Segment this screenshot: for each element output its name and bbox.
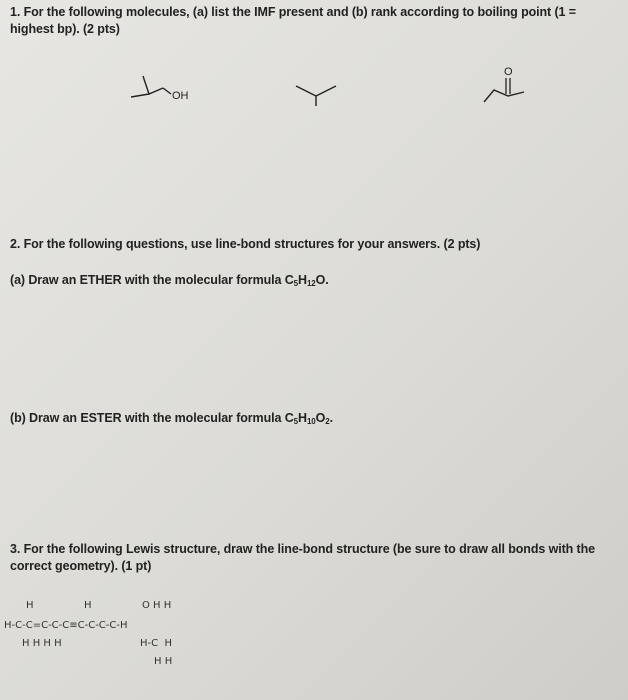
lewis-top-h-1: H (26, 600, 34, 611)
lewis-top-ohh: O H H (142, 600, 172, 611)
lewis-bottom-hh: H H (154, 656, 173, 667)
q2a-sub2: 12 (306, 279, 316, 288)
o-label: O (504, 66, 513, 78)
molecule-carbonyl (480, 64, 540, 106)
q2b-sub1: 5 (293, 417, 298, 426)
lewis-bottom-h: H H H H (22, 638, 62, 649)
oh-label: OH (172, 90, 189, 102)
lewis-main-chain: H-C-C=C-C-C≡C-C-C-C-H (4, 620, 128, 631)
q2a-mid1: H (298, 273, 307, 287)
question-1-text: 1. For the following molecules, (a) list the IMF present and (b) rank according to boiling point (1 = highest bp). (2 pts) (10, 5, 576, 36)
q2b-sub2: 10 (306, 417, 316, 426)
q2a-sub1: 5 (293, 279, 298, 288)
molecule-isobutane (296, 82, 356, 107)
question-2b-text (10, 410, 614, 427)
q2b-suffix: . (329, 411, 333, 425)
q2a-suffix: O. (315, 273, 329, 287)
q2b-sub3: 2 (325, 417, 330, 426)
question-2a-text (10, 272, 614, 289)
question-2-text: 2. For the following questions, use line-bond structures for your answers. (2 pts) (10, 237, 481, 251)
lewis-bottom-right: H-C H (140, 638, 172, 649)
q2b-mid1: H (298, 411, 307, 425)
q2b-prefix: (b) Draw an ESTER with the molecular formula C (10, 411, 294, 425)
lewis-top-h-2: H (84, 600, 92, 611)
q2a-prefix: (a) Draw an ETHER with the molecular formula C (10, 273, 294, 287)
molecule-alcohol (125, 74, 215, 104)
question-3-text: 3. For the following Lewis structure, draw the line-bond structure (be sure to draw all bonds with the correct geometry). (1 pt) (10, 542, 595, 573)
q2b-mid2: O (315, 411, 326, 425)
